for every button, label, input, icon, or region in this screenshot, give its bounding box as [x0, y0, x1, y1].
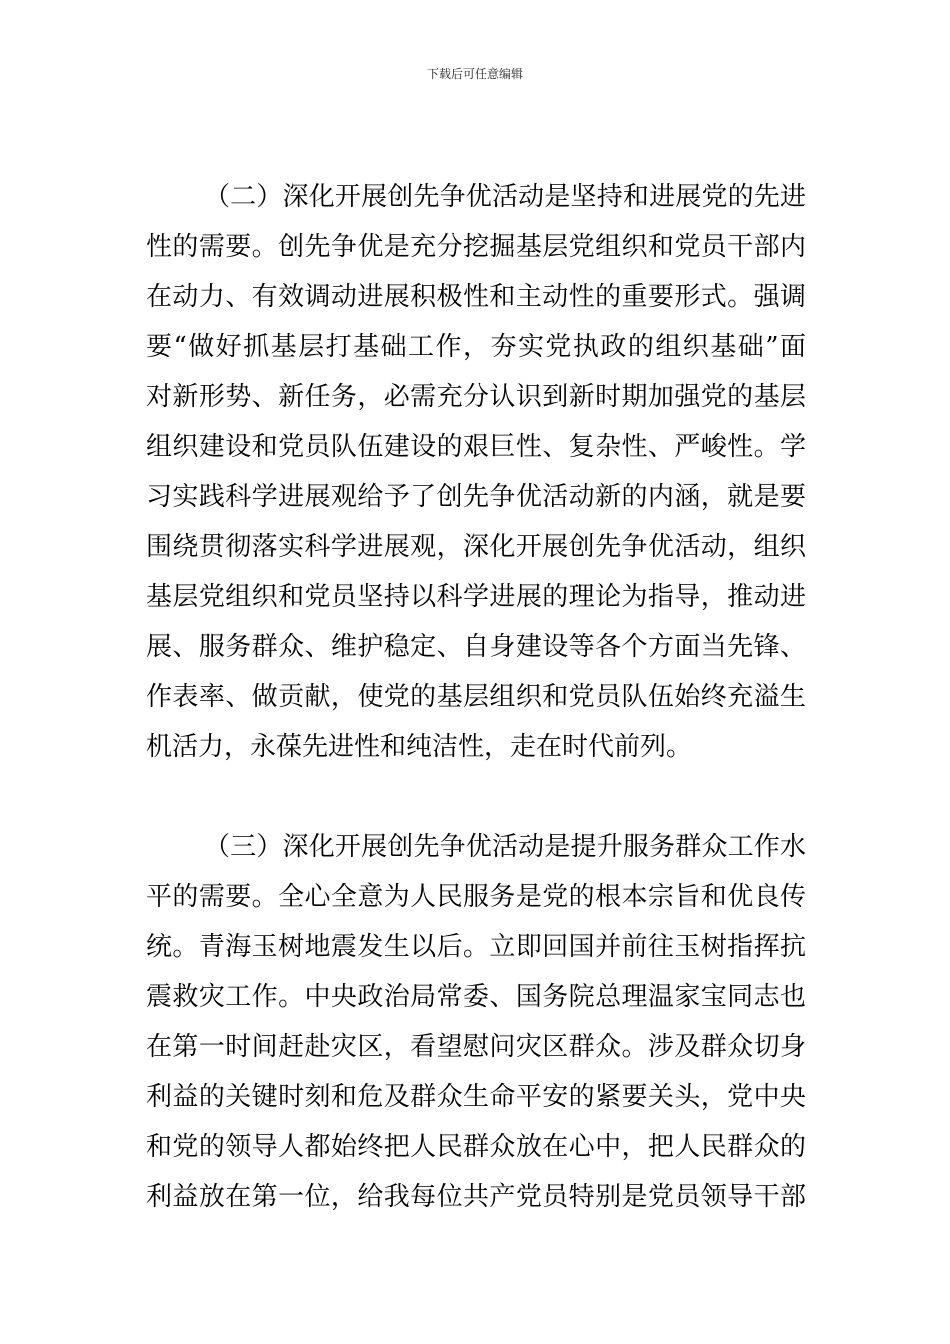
paragraph-line: 对新形势、新任务，必需充分认识到新时期加强党的基层: [146, 382, 806, 412]
paragraph-line: 在第一时间赶赴灾区，看望慰问灾区群众。涉及群众切身: [146, 1032, 806, 1062]
paragraph-line: 要“做好抓基层打基础工作，夯实党执政的组织基础”面: [146, 332, 806, 362]
paragraph-line: 基层党组织和党员坚持以科学进展的理论为指导，推动进: [146, 582, 806, 612]
paragraph-line: 在动力、有效调动进展积极性和主动性的重要形式。强调: [146, 282, 806, 312]
paragraph-line: 利益的关键时刻和危及群众生命平安的紧要关头，党中央: [146, 1082, 806, 1112]
paragraph-line: 震救灾工作。中央政治局常委、国务院总理温家宝同志也: [146, 982, 806, 1012]
paragraph-section-2: [146, 172, 806, 772]
page-header-note: 下载后可任意编辑: [426, 67, 523, 81]
paragraph-line: （二）深化开展创先争优活动是坚持和进展党的先进: [204, 182, 806, 212]
paragraph-line: 组织建设和党员队伍建设的艰巨性、复杂性、严峻性。学: [146, 432, 806, 462]
paragraph-line: 作表率、做贡献，使党的基层组织和党员队伍始终充溢生: [146, 682, 806, 712]
paragraph-section-3: [146, 822, 806, 1222]
paragraph-line: 机活力，永葆先进性和纯洁性，走在时代前列。: [146, 732, 693, 762]
paragraph-line: 性的需要。创先争优是充分挖掘基层党组织和党员干部内: [146, 232, 806, 262]
paragraph-line: 展、服务群众、维护稳定、自身建设等各个方面当先锋、: [146, 632, 806, 662]
paragraph-line: 统。青海玉树地震发生以后。立即回国并前往玉树指挥抗: [146, 932, 806, 962]
paragraph-line: 习实践科学进展观给予了创先争优活动新的内涵，就是要: [146, 482, 806, 512]
paragraph-line: 平的需要。全心全意为人民服务是党的根本宗旨和优良传: [146, 882, 806, 912]
paragraph-line: （三）深化开展创先争优活动是提升服务群众工作水: [204, 832, 806, 862]
paragraph-line: 围绕贯彻落实科学进展观，深化开展创先争优活动，组织: [146, 532, 806, 562]
paragraph-line: 利益放在第一位，给我每位共产党员特别是党员领导干部: [146, 1182, 806, 1212]
paragraph-line: 和党的领导人都始终把人民群众放在心中，把人民群众的: [146, 1132, 806, 1162]
